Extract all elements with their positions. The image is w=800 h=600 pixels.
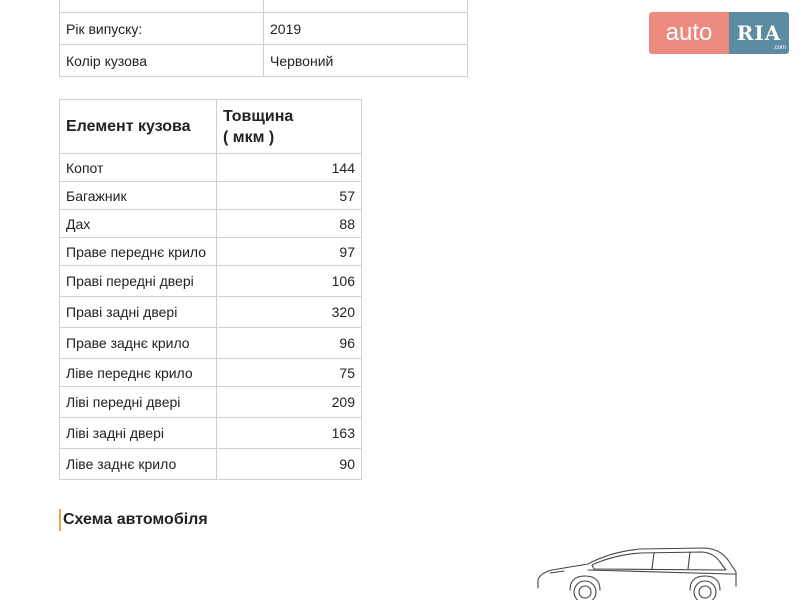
header-element: Елемент кузова <box>60 100 217 154</box>
table-row <box>60 182 362 210</box>
vehicle-info-label <box>60 0 264 13</box>
body-part-name: Праве заднє крило <box>60 328 217 359</box>
body-part-name: Ліве заднє крило <box>60 449 217 480</box>
table-row <box>60 297 362 328</box>
vehicle-info-value: 2019 <box>264 13 468 45</box>
thickness-value: 88 <box>217 210 362 238</box>
table-row <box>60 418 362 449</box>
body-part-name: Праві передні двері <box>60 266 217 297</box>
thickness-table-body <box>60 154 362 480</box>
body-part-name: Дах <box>60 210 217 238</box>
vehicle-info-value <box>264 0 468 13</box>
vehicle-info-value: Червоний <box>264 45 468 77</box>
vehicle-info-row <box>60 13 468 45</box>
logo-ria-text: RIA <box>736 21 782 45</box>
thickness-table <box>59 99 362 480</box>
thickness-value: 57 <box>217 182 362 210</box>
thickness-value: 163 <box>217 418 362 449</box>
thickness-value: 96 <box>217 328 362 359</box>
body-part-name: Праве переднє крило <box>60 238 217 266</box>
body-part-name: Багажник <box>60 182 217 210</box>
header-thickness-line1: Товщина <box>223 107 294 125</box>
thickness-value: 75 <box>217 359 362 387</box>
thickness-value: 320 <box>217 297 362 328</box>
body-part-name: Праві задні двері <box>60 297 217 328</box>
vehicle-info-table <box>59 0 468 77</box>
thickness-value: 90 <box>217 449 362 480</box>
table-row <box>60 328 362 359</box>
table-row <box>60 359 362 387</box>
thickness-header-row <box>60 100 362 154</box>
table-row <box>60 210 362 238</box>
thickness-value: 144 <box>217 154 362 182</box>
vehicle-info-row <box>60 45 468 77</box>
table-row <box>60 154 362 182</box>
table-row <box>60 238 362 266</box>
thickness-value: 106 <box>217 266 362 297</box>
logo-ria-part <box>729 12 789 54</box>
thickness-value: 97 <box>217 238 362 266</box>
body-part-name: Ліві задні двері <box>60 418 217 449</box>
body-part-name: Ліві передні двері <box>60 387 217 418</box>
header-thickness <box>217 100 362 154</box>
section-title: Схема автомобіля <box>59 509 208 531</box>
body-part-name: Ліве переднє крило <box>60 359 217 387</box>
body-part-name: Копот <box>60 154 217 182</box>
table-row <box>60 387 362 418</box>
table-row <box>60 266 362 297</box>
car-outline-icon <box>530 540 745 600</box>
thickness-value: 209 <box>217 387 362 418</box>
logo-auto-part: auto <box>649 12 729 54</box>
logo-com-text: .com <box>772 45 786 51</box>
vehicle-info-label: Рік випуску: <box>60 13 264 45</box>
table-row <box>60 449 362 480</box>
header-thickness-line2: ( мкм ) <box>223 128 275 146</box>
autoria-logo[interactable] <box>649 12 789 54</box>
vehicle-info-row <box>60 0 468 13</box>
vehicle-info-label: Колір кузова <box>60 45 264 77</box>
